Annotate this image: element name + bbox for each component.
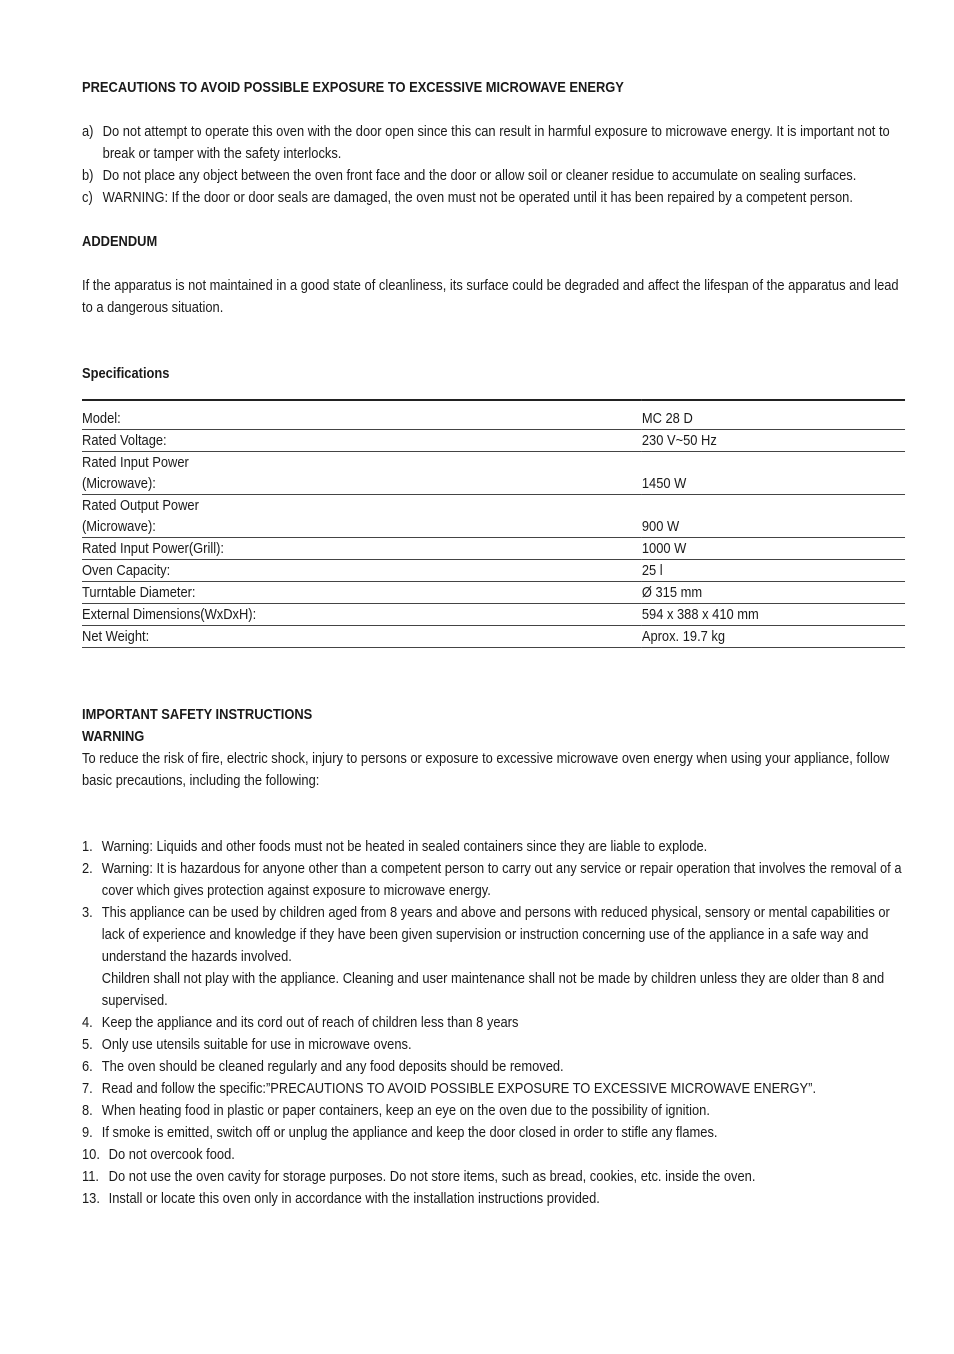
spec-label: Net Weight: (82, 626, 642, 648)
list-item (82, 1056, 905, 1078)
spec-value: 25 l (642, 560, 905, 582)
list-item-text: Do not use the oven cavity for storage purposes. Do not store items, such as bread, cookies, etc. inside the oven. (108, 1168, 756, 1185)
list-item-text: Do not overcook food. (108, 1146, 235, 1163)
list-item (82, 858, 905, 902)
list-item-text: Do not attempt to operate this oven with the door open since this can result in harmful exposure to microwave energy. It is important not to break or tamper with the safety interlocks. (102, 123, 890, 162)
list-item-text: Do not place any object between the oven front face and the door or allow soil or cleaner residue to accumulate on sealing surfaces. (102, 167, 857, 184)
list-item (82, 902, 905, 1012)
list-item-text: This appliance can be used by children aged from 8 years and above and persons with reduced physical, sensory or mental capabilities or lack of experience and knowledge if they have been given supervision or instruction concerning use of the appliance in a safe way and understand the hazards involved. (101, 904, 890, 965)
spec-label: Model: (82, 400, 642, 430)
list-item-text: Warning: Liquids and other foods must not be heated in sealed containers since they are liable to explode. (101, 838, 708, 855)
addendum-heading: ADDENDUM (82, 233, 158, 250)
list-marker: 13. (82, 1190, 100, 1207)
list-item (82, 187, 905, 209)
spec-value: 230 V~50 Hz (642, 430, 905, 452)
list-item (82, 836, 905, 858)
list-item-text: Keep the appliance and its cord out of reach of children less than 8 years (101, 1014, 519, 1031)
list-marker: 3. (82, 904, 93, 921)
list-marker: c) (82, 189, 93, 206)
spec-row (82, 560, 905, 582)
list-item (82, 1100, 905, 1122)
list-item (82, 1078, 905, 1100)
list-item (82, 1188, 905, 1210)
spec-label: Rated Input Power(Grill): (82, 538, 642, 560)
list-item (82, 1144, 905, 1166)
spec-row (82, 452, 905, 495)
spec-value: Ø 315 mm (642, 582, 905, 604)
list-item-text: If smoke is emitted, switch off or unplug the appliance and keep the door closed in order to stifle any flames. (101, 1124, 718, 1141)
list-item (82, 1122, 905, 1144)
list-marker: 5. (82, 1036, 93, 1053)
precautions-heading: PRECAUTIONS TO AVOID POSSIBLE EXPOSURE TO EXCESSIVE MICROWAVE ENERGY (82, 79, 624, 96)
spec-value: Aprox. 19.7 kg (642, 626, 905, 648)
list-marker: 10. (82, 1146, 100, 1163)
warning-heading: WARNING (82, 728, 145, 745)
spec-label: External Dimensions(WxDxH): (82, 604, 642, 626)
list-marker: 7. (82, 1080, 93, 1097)
document-page (82, 77, 902, 1210)
spec-row (82, 400, 905, 430)
spec-label: Rated Output Power (Microwave): (82, 495, 642, 538)
spec-label: Turntable Diameter: (82, 582, 642, 604)
spec-row (82, 495, 905, 538)
list-item-text: Install or locate this oven only in accordance with the installation instructions provided. (108, 1190, 600, 1207)
list-marker: 8. (82, 1102, 93, 1119)
list-marker: 2. (82, 860, 93, 877)
spec-row (82, 582, 905, 604)
list-item (82, 1012, 905, 1034)
list-marker: 4. (82, 1014, 93, 1031)
list-item (82, 1166, 905, 1188)
spec-value: MC 28 D (642, 400, 905, 430)
spec-row (82, 604, 905, 626)
spec-row (82, 538, 905, 560)
specifications-heading: Specifications (82, 365, 170, 382)
list-marker: b) (82, 167, 94, 184)
list-item-text: Warning: It is hazardous for anyone other than a competent person to carry out any service or repair operation that involves the removal of a cover which gives protection against exposure to microwave energy. (101, 860, 902, 899)
safety-intro: To reduce the risk of fire, electric shock, injury to persons or exposure to excessive microwave oven energy when using your appliance, follow basic precautions, including the following: (82, 750, 890, 789)
spec-label: Rated Voltage: (82, 430, 642, 452)
safety-heading: IMPORTANT SAFETY INSTRUCTIONS (82, 706, 313, 723)
precautions-list (82, 121, 905, 209)
spec-value: 1450 W (642, 452, 905, 495)
list-item-extra-text: Children shall not play with the appliance. Cleaning and user maintenance shall not be made by children unless they are older than 8 and supervised. (101, 970, 885, 1009)
spec-row (82, 626, 905, 648)
list-item (82, 121, 905, 165)
spec-value: 594 x 388 x 410 mm (642, 604, 905, 626)
list-item (82, 1034, 905, 1056)
list-item-text: Read and follow the specific:”PRECAUTIONS TO AVOID POSSIBLE EXPOSURE TO EXCESSIVE MICROWAVE ENERGY”. (101, 1080, 817, 1097)
spec-row (82, 430, 905, 452)
spec-value: 1000 W (642, 538, 905, 560)
list-item (82, 165, 905, 187)
list-marker: 9. (82, 1124, 93, 1141)
spec-label: Rated Input Power (Microwave): (82, 452, 642, 495)
list-item-text: The oven should be cleaned regularly and any food deposits should be removed. (101, 1058, 564, 1075)
list-item-text: When heating food in plastic or paper containers, keep an eye on the oven due to the possibility of ignition. (101, 1102, 710, 1119)
addendum-text: If the apparatus is not maintained in a good state of cleanliness, its surface could be degraded and affect the lifespan of the apparatus and lead to a dangerous situation. (82, 277, 899, 316)
spec-label: Oven Capacity: (82, 560, 642, 582)
list-marker: 6. (82, 1058, 93, 1075)
list-marker: 1. (82, 838, 93, 855)
list-item-text: Only use utensils suitable for use in microwave ovens. (101, 1036, 412, 1053)
list-item-text: WARNING: If the door or door seals are damaged, the oven must not be operated until it has been repaired by a competent person. (102, 189, 853, 206)
spec-value: 900 W (642, 495, 905, 538)
safety-list (82, 836, 905, 1210)
list-marker: a) (82, 123, 94, 140)
list-marker: 11. (82, 1168, 99, 1185)
specifications-table (82, 399, 905, 648)
